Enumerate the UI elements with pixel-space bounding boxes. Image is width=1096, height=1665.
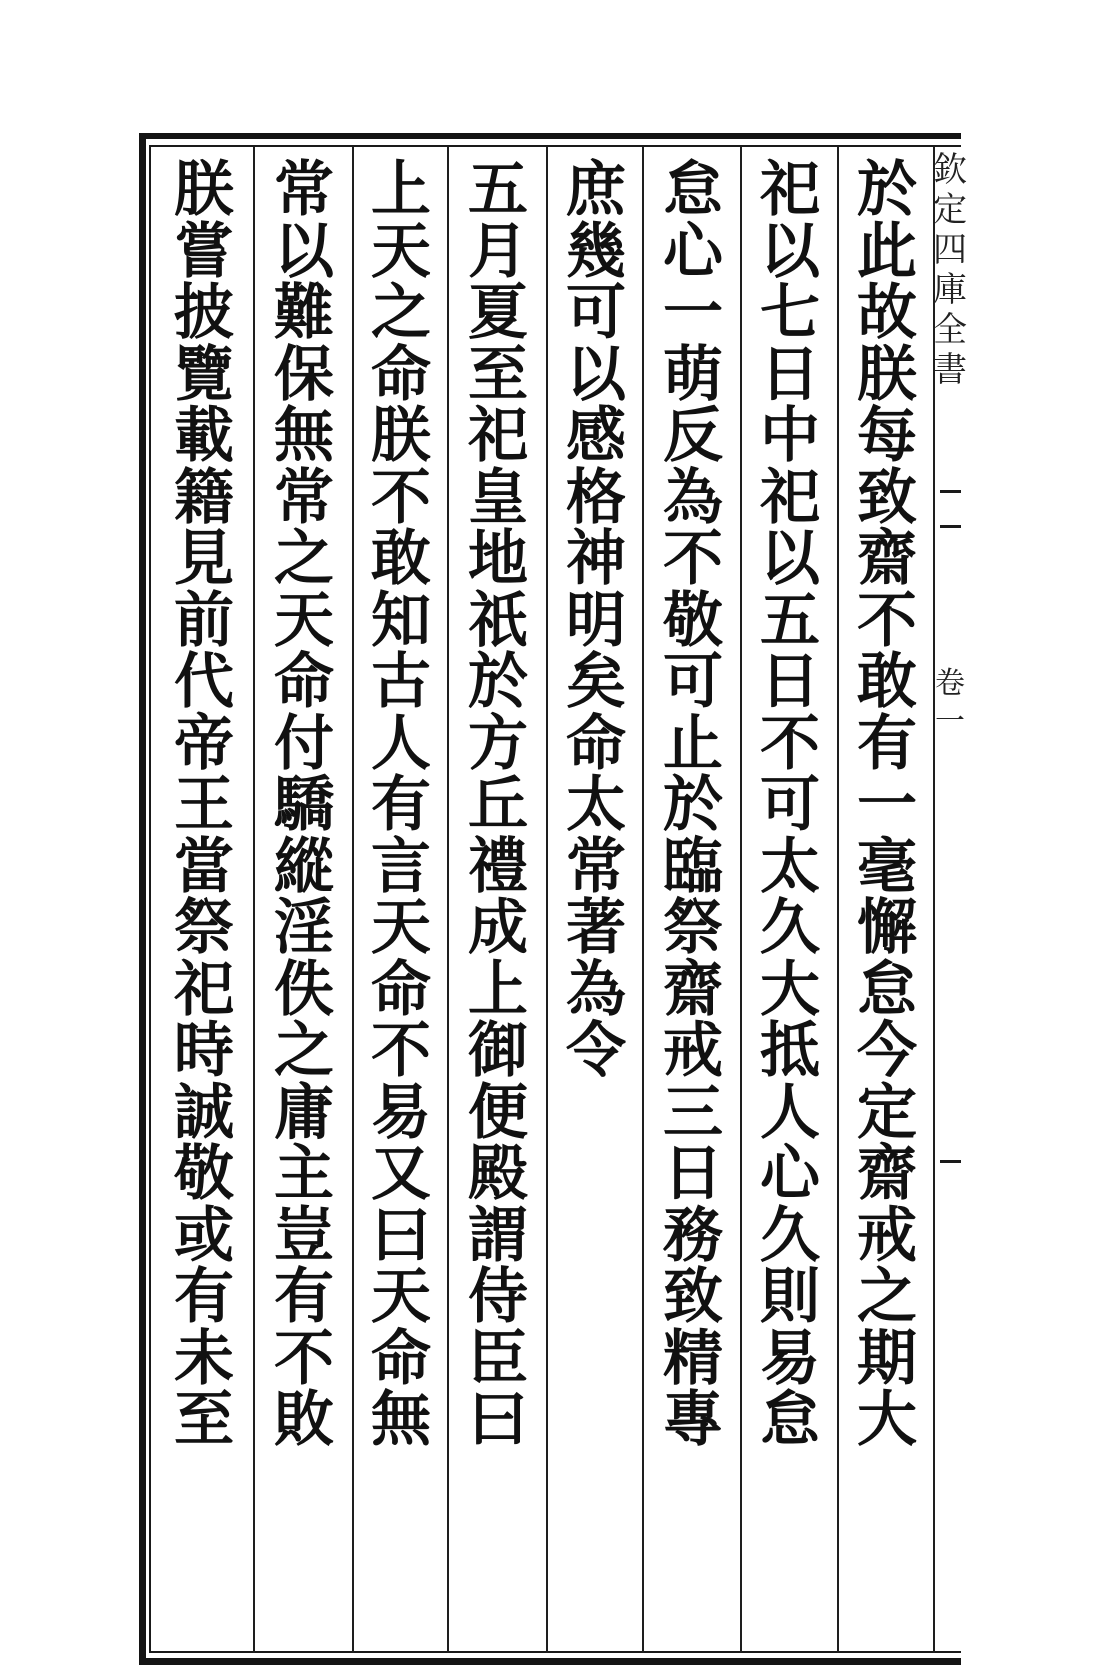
glyph: 齋 bbox=[857, 524, 917, 594]
margin-tick bbox=[940, 525, 961, 528]
glyph: 月 bbox=[468, 216, 528, 287]
glyph: 無 bbox=[371, 1385, 431, 1455]
text-column-2 bbox=[746, 155, 834, 1455]
glyph: 大 bbox=[857, 1385, 917, 1455]
glyph: 御 bbox=[468, 1016, 528, 1086]
glyph: 至 bbox=[468, 339, 528, 410]
glyph: 日 bbox=[663, 1139, 723, 1209]
glyph: 每 bbox=[857, 401, 917, 471]
glyph: 命 bbox=[371, 1323, 431, 1394]
glyph: 有 bbox=[857, 708, 917, 779]
column-rule bbox=[642, 147, 644, 1653]
margin-volume-label bbox=[933, 665, 967, 741]
glyph: 代 bbox=[174, 647, 234, 717]
margin-glyph: 書 bbox=[933, 350, 967, 390]
glyph: 怠 bbox=[857, 954, 917, 1025]
glyph: 敢 bbox=[857, 647, 917, 717]
glyph: 上 bbox=[371, 155, 431, 225]
column-rule bbox=[546, 147, 548, 1653]
glyph: 可 bbox=[760, 770, 820, 840]
glyph: 古 bbox=[371, 647, 431, 717]
glyph: 言 bbox=[371, 831, 431, 902]
glyph: 不 bbox=[663, 524, 723, 594]
glyph: 幾 bbox=[566, 216, 626, 287]
glyph: 懈 bbox=[857, 893, 917, 963]
glyph: 令 bbox=[566, 1016, 626, 1086]
glyph: 又 bbox=[371, 1139, 431, 1209]
glyph: 保 bbox=[274, 339, 334, 410]
glyph: 中 bbox=[760, 401, 820, 471]
text-column-4 bbox=[552, 155, 640, 1086]
glyph: 致 bbox=[857, 462, 917, 533]
column-rule bbox=[352, 147, 354, 1653]
glyph: 載 bbox=[174, 401, 234, 471]
glyph: 誠 bbox=[174, 1077, 234, 1148]
glyph: 以 bbox=[274, 216, 334, 287]
margin-tick bbox=[940, 1160, 961, 1163]
glyph: 天 bbox=[371, 893, 431, 963]
glyph: 於 bbox=[857, 155, 917, 225]
margin-glyph: 一 bbox=[935, 704, 965, 739]
glyph: 曰 bbox=[371, 1200, 431, 1271]
column-rule bbox=[837, 147, 839, 1653]
glyph: 萌 bbox=[663, 339, 723, 410]
glyph: 精 bbox=[663, 1323, 723, 1394]
glyph: 易 bbox=[760, 1323, 820, 1394]
glyph: 前 bbox=[174, 585, 234, 656]
glyph: 覽 bbox=[174, 339, 234, 410]
glyph: 期 bbox=[857, 1323, 917, 1394]
glyph: 可 bbox=[566, 278, 626, 348]
glyph: 夏 bbox=[468, 278, 528, 348]
column-rule bbox=[253, 147, 255, 1653]
margin-glyph: 四 bbox=[933, 230, 967, 270]
glyph: 祇 bbox=[468, 585, 528, 656]
glyph: 五 bbox=[760, 585, 820, 656]
glyph: 明 bbox=[566, 585, 626, 656]
text-column-6 bbox=[357, 155, 445, 1455]
glyph: 務 bbox=[663, 1200, 723, 1271]
glyph: 常 bbox=[566, 831, 626, 902]
glyph: 一 bbox=[857, 770, 917, 840]
glyph: 皇 bbox=[468, 462, 528, 533]
glyph: 於 bbox=[663, 770, 723, 840]
glyph: 三 bbox=[663, 1077, 723, 1148]
glyph: 之 bbox=[371, 278, 431, 348]
glyph: 淫 bbox=[274, 893, 334, 963]
glyph: 無 bbox=[274, 401, 334, 471]
glyph: 反 bbox=[663, 401, 723, 471]
glyph: 之 bbox=[274, 1016, 334, 1086]
glyph: 以 bbox=[760, 216, 820, 287]
column-rule bbox=[447, 147, 449, 1653]
column-rule bbox=[740, 147, 742, 1653]
margin-book-title bbox=[933, 150, 967, 390]
glyph: 不 bbox=[274, 1323, 334, 1394]
glyph: 感 bbox=[566, 401, 626, 471]
glyph: 齋 bbox=[663, 954, 723, 1025]
glyph: 可 bbox=[663, 647, 723, 717]
glyph: 以 bbox=[760, 524, 820, 594]
glyph: 祭 bbox=[174, 893, 234, 963]
glyph: 未 bbox=[174, 1323, 234, 1394]
glyph: 日 bbox=[760, 647, 820, 717]
glyph: 不 bbox=[857, 585, 917, 656]
margin-glyph: 定 bbox=[933, 190, 967, 230]
glyph: 易 bbox=[371, 1077, 431, 1148]
glyph: 禮 bbox=[468, 831, 528, 902]
glyph: 此 bbox=[857, 216, 917, 287]
glyph: 不 bbox=[371, 1016, 431, 1086]
glyph: 一 bbox=[663, 278, 723, 348]
text-column-1 bbox=[843, 155, 931, 1455]
glyph: 侍 bbox=[468, 1262, 528, 1332]
glyph: 難 bbox=[274, 278, 334, 348]
glyph: 敬 bbox=[174, 1139, 234, 1209]
glyph: 王 bbox=[174, 770, 234, 840]
glyph: 久 bbox=[760, 1200, 820, 1271]
glyph: 當 bbox=[174, 831, 234, 902]
glyph: 佚 bbox=[274, 954, 334, 1025]
glyph: 有 bbox=[174, 1262, 234, 1332]
margin-glyph: 庫 bbox=[933, 270, 967, 310]
glyph: 或 bbox=[174, 1200, 234, 1271]
glyph: 五 bbox=[468, 155, 528, 225]
glyph: 戒 bbox=[857, 1200, 917, 1271]
glyph: 抵 bbox=[760, 1016, 820, 1086]
glyph: 毫 bbox=[857, 831, 917, 902]
glyph: 祀 bbox=[760, 462, 820, 533]
glyph: 神 bbox=[566, 524, 626, 594]
glyph: 嘗 bbox=[174, 216, 234, 287]
glyph: 有 bbox=[371, 770, 431, 840]
glyph: 時 bbox=[174, 1016, 234, 1086]
glyph: 籍 bbox=[174, 462, 234, 533]
glyph: 矣 bbox=[566, 647, 626, 717]
glyph: 定 bbox=[857, 1077, 917, 1148]
glyph: 臨 bbox=[663, 831, 723, 902]
glyph: 久 bbox=[760, 893, 820, 963]
glyph: 知 bbox=[371, 585, 431, 656]
glyph: 敬 bbox=[663, 585, 723, 656]
margin-glyph: 欽 bbox=[933, 150, 967, 190]
glyph: 今 bbox=[857, 1016, 917, 1086]
glyph: 曰 bbox=[468, 1385, 528, 1455]
glyph: 不 bbox=[760, 708, 820, 779]
text-column-5 bbox=[454, 155, 542, 1455]
glyph: 以 bbox=[566, 339, 626, 410]
text-column-8 bbox=[160, 155, 248, 1455]
glyph: 則 bbox=[760, 1262, 820, 1332]
glyph: 豈 bbox=[274, 1200, 334, 1271]
glyph: 七 bbox=[760, 278, 820, 348]
glyph: 不 bbox=[371, 462, 431, 533]
glyph: 心 bbox=[663, 216, 723, 287]
glyph: 謂 bbox=[468, 1200, 528, 1271]
glyph: 怠 bbox=[760, 1385, 820, 1455]
glyph: 命 bbox=[566, 708, 626, 779]
glyph: 方 bbox=[468, 708, 528, 779]
margin-glyph: 全 bbox=[933, 310, 967, 350]
glyph: 主 bbox=[274, 1139, 334, 1209]
glyph: 便 bbox=[468, 1077, 528, 1148]
glyph: 付 bbox=[274, 708, 334, 779]
glyph: 日 bbox=[760, 339, 820, 410]
glyph: 命 bbox=[274, 647, 334, 717]
glyph: 格 bbox=[566, 462, 626, 533]
glyph: 止 bbox=[663, 708, 723, 779]
glyph: 之 bbox=[274, 524, 334, 594]
glyph: 常 bbox=[274, 462, 334, 533]
glyph: 人 bbox=[760, 1077, 820, 1148]
glyph: 敗 bbox=[274, 1385, 334, 1455]
glyph: 地 bbox=[468, 524, 528, 594]
glyph: 齋 bbox=[857, 1139, 917, 1209]
glyph: 丘 bbox=[468, 770, 528, 840]
glyph: 祀 bbox=[174, 954, 234, 1025]
text-column-3 bbox=[649, 155, 737, 1455]
glyph: 專 bbox=[663, 1385, 723, 1455]
glyph: 天 bbox=[371, 216, 431, 287]
glyph: 太 bbox=[760, 831, 820, 902]
glyph: 披 bbox=[174, 278, 234, 348]
glyph: 祀 bbox=[468, 401, 528, 471]
glyph: 為 bbox=[663, 462, 723, 533]
glyph: 為 bbox=[566, 954, 626, 1025]
glyph: 朕 bbox=[174, 155, 234, 225]
margin-glyph: 卷 bbox=[935, 666, 965, 701]
glyph: 心 bbox=[760, 1139, 820, 1209]
glyph: 庸 bbox=[274, 1077, 334, 1148]
glyph: 之 bbox=[857, 1262, 917, 1332]
glyph: 天 bbox=[371, 1262, 431, 1332]
glyph: 有 bbox=[274, 1262, 334, 1332]
glyph: 見 bbox=[174, 524, 234, 594]
glyph: 祀 bbox=[760, 155, 820, 225]
glyph: 大 bbox=[760, 954, 820, 1025]
glyph: 上 bbox=[468, 954, 528, 1025]
glyph: 成 bbox=[468, 893, 528, 963]
text-column-7 bbox=[260, 155, 348, 1455]
glyph: 帝 bbox=[174, 708, 234, 779]
glyph: 故 bbox=[857, 278, 917, 348]
glyph: 朕 bbox=[371, 401, 431, 471]
glyph: 殿 bbox=[468, 1139, 528, 1209]
glyph: 戒 bbox=[663, 1016, 723, 1086]
glyph: 敢 bbox=[371, 524, 431, 594]
glyph: 常 bbox=[274, 155, 334, 225]
glyph: 臣 bbox=[468, 1323, 528, 1394]
glyph: 驕 bbox=[274, 770, 334, 840]
glyph: 於 bbox=[468, 647, 528, 717]
glyph: 朕 bbox=[857, 339, 917, 410]
glyph: 人 bbox=[371, 708, 431, 779]
glyph: 祭 bbox=[663, 893, 723, 963]
glyph: 天 bbox=[274, 585, 334, 656]
glyph: 縱 bbox=[274, 831, 334, 902]
margin-tick bbox=[940, 490, 961, 493]
glyph: 著 bbox=[566, 893, 626, 963]
glyph: 太 bbox=[566, 770, 626, 840]
glyph: 致 bbox=[663, 1262, 723, 1332]
glyph: 命 bbox=[371, 339, 431, 410]
glyph: 庶 bbox=[566, 155, 626, 225]
glyph: 命 bbox=[371, 954, 431, 1025]
glyph: 至 bbox=[174, 1385, 234, 1455]
glyph: 怠 bbox=[663, 155, 723, 225]
